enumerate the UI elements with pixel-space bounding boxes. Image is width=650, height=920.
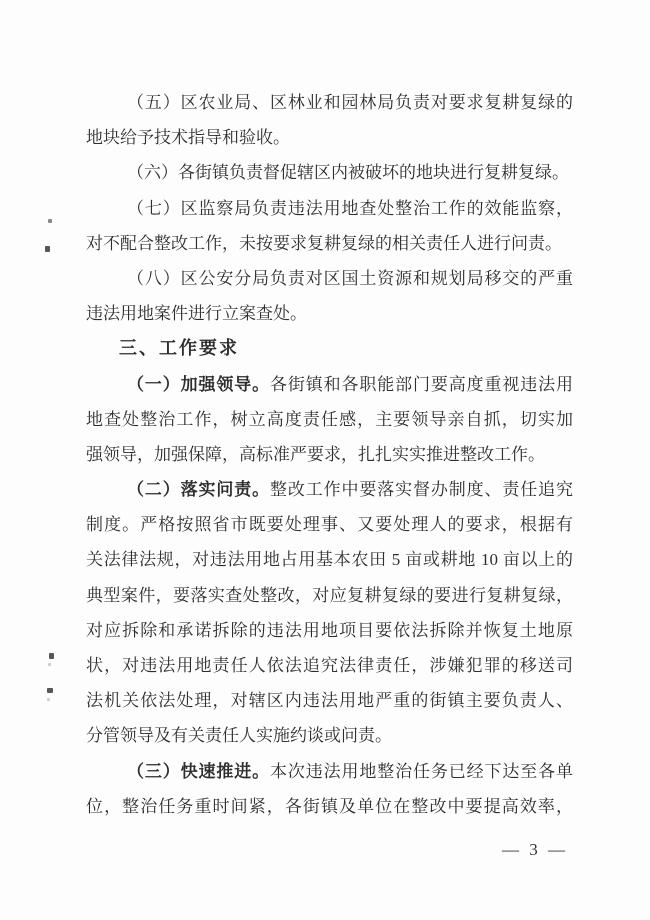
text-line [86, 331, 573, 366]
text-line [86, 367, 573, 402]
emphasis-text: （一）加强领导。 [127, 374, 270, 394]
paragraph [86, 191, 573, 261]
text-line [86, 542, 573, 577]
text-line [86, 472, 573, 507]
text-line [86, 85, 573, 120]
body-text: 本次违法用地整治任务已经下达至各单 [270, 761, 573, 781]
text-line [86, 789, 573, 824]
text-line [86, 226, 573, 261]
text-line [86, 718, 573, 753]
body-text: （八）区公安分局负责对区国土资源和规划局移交的严重 [127, 268, 573, 288]
scan-artifact [45, 246, 50, 252]
text-line [86, 578, 573, 613]
body-text: 典型案件，要落实查处整改，对应复耕复绿的要进行复耕复绿， [86, 585, 573, 605]
text-line [86, 507, 573, 542]
body-text: 对不配合整改工作，未按要求复耕复绿的相关责任人进行问责。 [86, 233, 562, 253]
scan-artifact [48, 663, 51, 666]
body-text: 关法律法规，对违法用地占用基本农田 5 亩或耕地 10 亩以上的 [86, 550, 573, 570]
body-text: 对应拆除和承诺拆除的违法用地项目要依法拆除并恢复土地原 [86, 620, 573, 640]
paragraph [86, 261, 573, 331]
paragraph [86, 472, 573, 754]
text-line [86, 296, 573, 331]
body-text: 整改工作中要落实督办制度、责任追究 [270, 480, 573, 500]
scan-artifact [47, 688, 53, 693]
text-line [86, 120, 573, 155]
body-text: 位，整治任务重时间紧，各街镇及单位在整改中要提高效率， [86, 796, 573, 816]
text-line [86, 754, 573, 789]
body-text: 制度。严格按照省市既要处理事、又要处理人的要求，根据有 [86, 515, 573, 535]
body-text: 状，对违法用地责任人依法追究法律责任，涉嫌犯罪的移送司 [86, 656, 573, 675]
body-text: 地块给予技术指导和验收。 [86, 128, 290, 148]
paragraph [86, 85, 573, 155]
body-text: （五）区农业局、区林业和园林局负责对要求复耕复绿的 [127, 93, 573, 112]
text-line [86, 613, 573, 648]
emphasis-text: 三、工作要求 [119, 338, 239, 359]
body-text: 分管领导及有关责任人实施约谈或问责。 [86, 726, 392, 746]
text-line [86, 402, 573, 437]
scan-artifact [48, 219, 52, 223]
body-text: 地查处整治工作，树立高度责任感，主要领导亲自抓，切实加 [86, 409, 573, 429]
body-text: 强领导，加强保障，高标准严要求，扎扎实实推进整改工作。 [86, 444, 545, 464]
body-text: 违法用地案件进行立案查处。 [86, 304, 307, 324]
page-number: — 3 — [502, 840, 568, 859]
text-line [86, 191, 573, 226]
body-text: （七）区监察局负责违法用地查处整治工作的效能监察， [127, 198, 573, 218]
emphasis-text: （三）快速推进。 [127, 761, 270, 781]
section-heading [86, 331, 573, 366]
paragraph [86, 754, 573, 824]
text-line [86, 437, 573, 472]
text-line [86, 683, 573, 718]
scan-artifact [49, 653, 54, 659]
text-line [86, 261, 573, 296]
paragraph [86, 155, 573, 190]
text-line [86, 648, 573, 683]
paragraph [86, 367, 573, 473]
text-line [86, 155, 573, 190]
body-text: 法机关依法处理，对辖区内违法用地严重的街镇主要负责人、 [86, 691, 573, 711]
body-text: 各街镇和各职能部门要高度重视违法用 [270, 374, 573, 394]
emphasis-text: （二）落实问责。 [127, 480, 270, 500]
scan-artifact [47, 698, 50, 701]
body-text: （六）各街镇负责督促辖区内被破坏的地块进行复耕复绿。 [127, 163, 569, 183]
document-body [86, 85, 573, 824]
